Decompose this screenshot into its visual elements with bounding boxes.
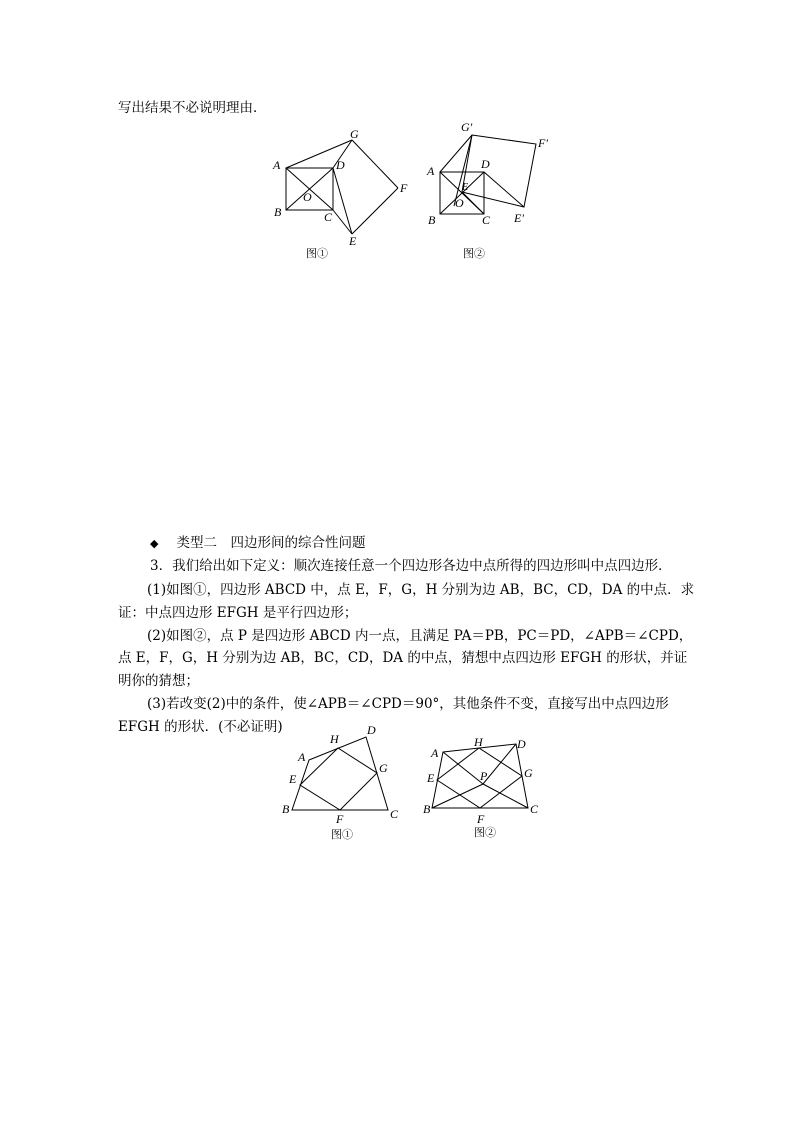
label-F: F [477,812,485,826]
label-G: G [379,761,388,775]
label-D: D [517,737,526,751]
section-title: 类型二 四边形间的综合性问题 [176,535,366,551]
label-E: E [427,771,435,785]
problem-line-8: EFGH 的形状．(不必证明) [118,719,283,735]
label-F: F [400,181,408,195]
label-B: B [282,802,290,816]
label-E: E [462,182,469,193]
figure-1-square-rotation [270,125,415,265]
label-E-prime: E′ [514,211,524,225]
problem-line-4: (2)如图②，点 P 是四边形 ABCD 内一点，且满足 PA＝PB，PC＝PD，∠APB＝∠CPD， [147,628,693,644]
label-C: C [390,807,399,821]
label-E: E [289,772,297,786]
figure-caption: 图① [331,829,353,841]
figure-caption: 图② [474,827,496,839]
label-H: H [474,735,483,749]
figure-caption: 图① [306,248,328,260]
label-C: C [530,802,539,816]
problem-line-6: 明你的猜想； [118,673,199,689]
figure-4-midpoint-quadrilateral-with-p [424,728,549,843]
instruction-text: 写出结果不必说明理由． [118,100,267,116]
label-B: B [274,205,282,219]
label-E: E [349,234,357,248]
label-G-prime: G′ [461,120,473,134]
figure-3-midpoint-quadrilateral [280,725,405,845]
label-C: C [324,210,333,224]
label-B: B [428,213,436,227]
label-G: G [350,127,359,141]
problem-line-3: 证：中点四边形 EFGH 是平行四边形； [118,605,358,621]
label-F: F [336,812,344,826]
figure-2-square-rotation [424,118,559,263]
section-header [150,533,365,554]
problem-line-1: 3．我们给出如下定义：顺次连接任意一个四边形各边中点所得的四边形叫中点四边形． [150,558,672,574]
label-A: A [273,158,281,172]
label-D: D [481,157,490,171]
problem-line-5: 点 E，F，G，H 分别为边 AB，BC，CD，DA 的中点，猜想中点四边形 EFGH 的形状，并证 [118,650,688,666]
label-O: O [303,190,312,204]
figure-caption: 图② [463,248,485,260]
label-H: H [330,732,339,746]
label-O: O [455,196,464,210]
label-A: A [431,746,439,760]
label-D: D [336,158,345,172]
problem-line-7: (3)若改变(2)中的条件，使∠APB＝∠CPD＝90°，其他条件不变，直接写出中点四边形 [147,696,669,712]
label-G: G [524,766,533,780]
problem-line-2: (1)如图①，四边形 ABCD 中，点 E，F，G，H 分别为边 AB，BC，CD，DA 的中点．求 [147,582,695,598]
label-P: P [480,769,488,783]
label-D: D [367,723,376,737]
label-A: A [298,750,306,764]
label-C: C [482,213,491,227]
diamond-bullet-icon: ◆ [150,537,159,550]
label-A: A [427,164,435,178]
label-F-prime: F′ [538,136,548,150]
label-B: B [423,802,431,816]
